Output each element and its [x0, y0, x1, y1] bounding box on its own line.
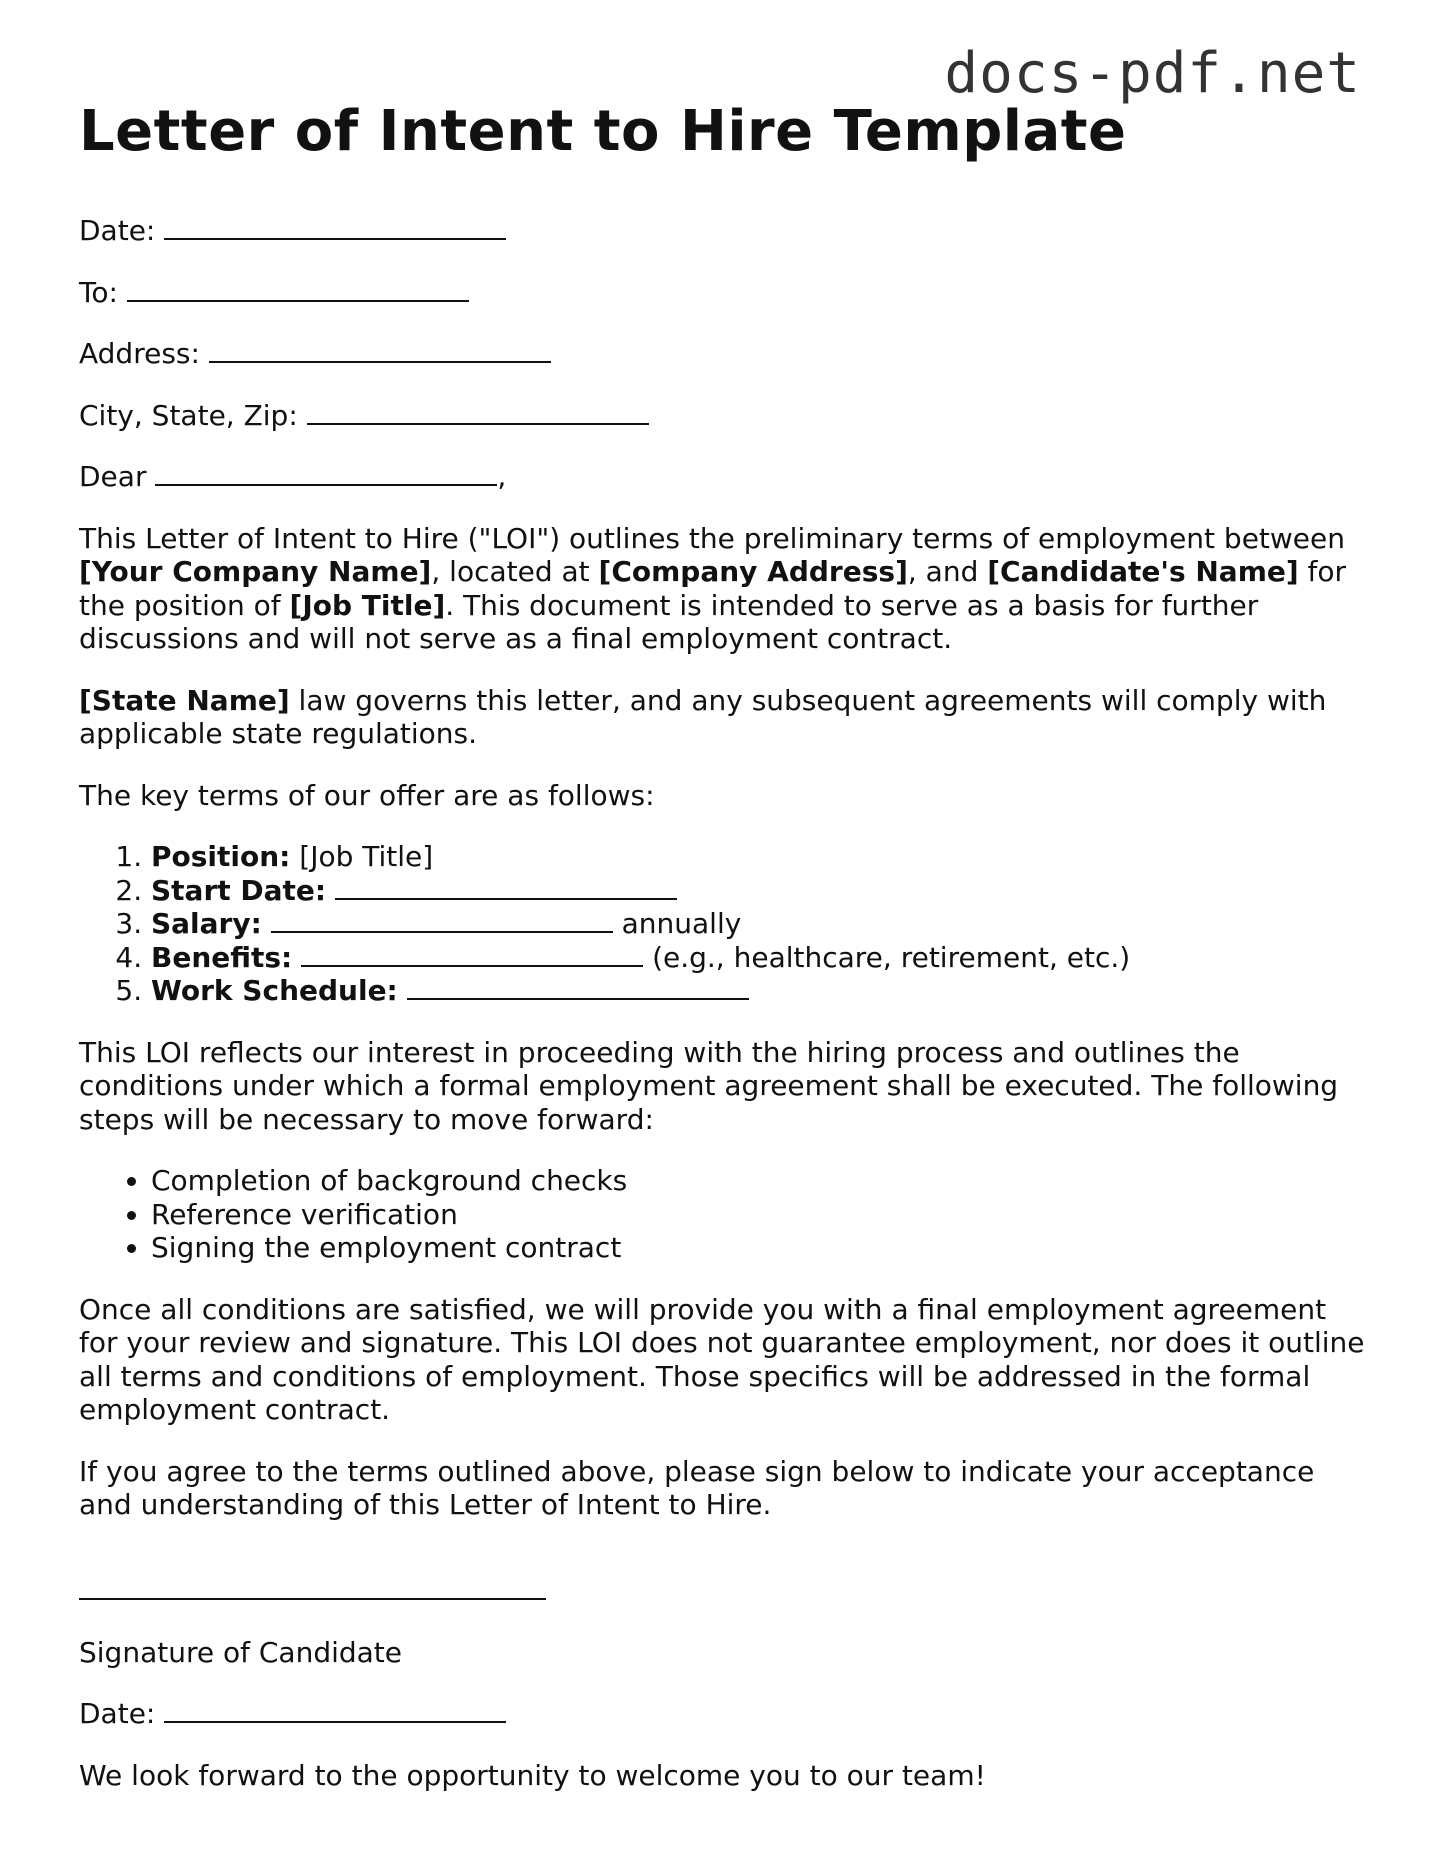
document-page	[79, 100, 1369, 1820]
signature-line[interactable]	[79, 1574, 546, 1600]
signature-date-blank[interactable]	[164, 1697, 506, 1723]
signature-line-row	[79, 1574, 1369, 1608]
term-label: Benefits:	[151, 940, 293, 974]
law-paragraph	[79, 684, 1369, 751]
term-benefits	[151, 941, 1369, 975]
intro-text: . This document is intended to serve as a basis for further discussions and will not serve as a final employment contract.	[79, 588, 1259, 655]
to-field	[79, 276, 1369, 310]
work-schedule-blank[interactable]	[407, 974, 749, 1000]
term-value: [Job Title]	[290, 840, 434, 873]
term-label: Start Date:	[151, 873, 327, 907]
city-field	[79, 399, 1369, 433]
term-start-date	[151, 874, 1369, 908]
dear-comma: ,	[497, 460, 507, 493]
term-position	[151, 840, 1369, 874]
term-work-schedule	[151, 974, 1369, 1008]
steps-intro: This LOI reflects our interest in proceeding with the hiring process and outlines the conditions under which a formal employment agreement shall be executed. The following steps will be necessary to move forward:	[79, 1035, 1339, 1136]
watermark: docs-pdf.net	[944, 41, 1361, 106]
intro-text: This Letter of Intent to Hire ("LOI") outlines the preliminary terms of employment between	[79, 521, 1346, 555]
conditions-paragraph: Once all conditions are satisfied, we will provide you with a final employment agreement for your review and signature. This LOI does not guarantee employment, nor does it outline all terms and conditions of employment. Those specifics will be addressed in the formal employment contract.	[79, 1292, 1365, 1426]
job-title-placeholder: [Job Title]	[289, 588, 446, 622]
list-item: • Signing the employment contract	[151, 1231, 1369, 1265]
steps-list	[79, 1164, 1369, 1265]
page-title: Letter of Intent to Hire Template	[79, 99, 1127, 164]
term-suffix: (e.g., healthcare, retirement, etc.)	[643, 940, 1131, 974]
address-field	[79, 337, 1369, 371]
list-item: • Reference verification	[151, 1198, 1369, 1232]
term-label: Salary:	[151, 907, 262, 940]
law-text: law governs this letter, and any subsequent agreements will comply with applicable state regulations.	[79, 683, 1327, 750]
date-label: Date:	[79, 214, 156, 247]
company-name-placeholder: [Your Company Name]	[79, 555, 432, 588]
signature-label: Signature of Candidate	[79, 1635, 403, 1669]
salutation	[79, 460, 1369, 494]
city-label: City, State, Zip:	[79, 398, 298, 432]
start-date-blank[interactable]	[335, 874, 677, 900]
intro-text: for the position of	[79, 555, 1347, 622]
terms-list	[79, 840, 1369, 1008]
state-name-placeholder: [State Name]	[79, 683, 290, 717]
intro-text: , and	[907, 555, 988, 588]
dear-label: Dear	[79, 460, 147, 493]
date-field	[79, 214, 1369, 248]
address-label: Address:	[79, 337, 200, 370]
address-blank[interactable]	[209, 337, 551, 363]
closing-line: We look forward to the opportunity to welcome you to our team!	[79, 1758, 986, 1792]
list-item: • Completion of background checks	[151, 1164, 1369, 1198]
dear-blank[interactable]	[155, 460, 497, 486]
signature-date-label: Date:	[79, 1697, 156, 1730]
agree-paragraph: If you agree to the terms outlined above, please sign below to indicate your acceptance and understanding of this Letter of Intent to Hire.	[79, 1454, 1315, 1521]
intro-text: , located at	[431, 555, 599, 588]
city-blank[interactable]	[307, 399, 649, 425]
to-label: To:	[79, 275, 118, 309]
salary-blank[interactable]	[271, 907, 613, 933]
candidate-name-placeholder: [Candidate's Name]	[987, 555, 1299, 588]
company-address-placeholder: [Company Address]	[598, 555, 908, 588]
to-blank[interactable]	[127, 276, 469, 302]
date-blank[interactable]	[164, 214, 506, 240]
intro-paragraph	[79, 522, 1369, 656]
term-label: Position:	[151, 840, 291, 873]
signature-date-field	[79, 1697, 1369, 1731]
terms-intro: The key terms of our offer are as follows:	[79, 778, 655, 812]
term-label: Work Schedule:	[151, 974, 398, 1007]
benefits-blank[interactable]	[301, 941, 643, 967]
term-salary	[151, 907, 1369, 941]
term-suffix: annually	[612, 907, 742, 940]
